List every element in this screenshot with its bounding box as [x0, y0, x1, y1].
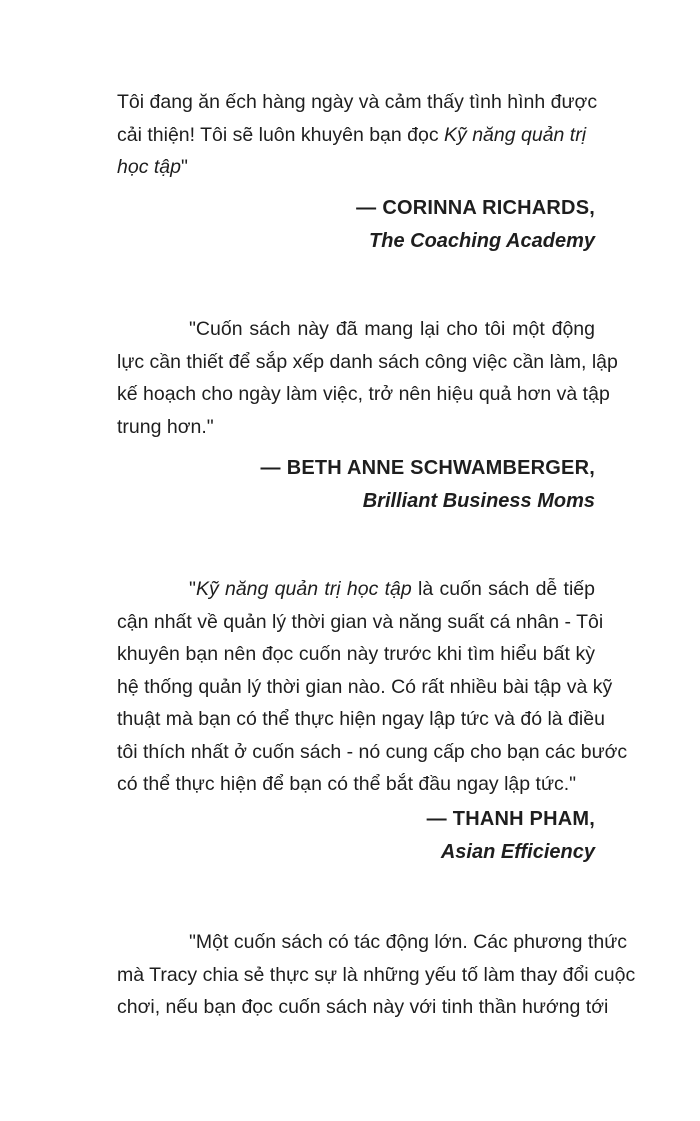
quote-1: [117, 86, 598, 184]
quote-line: mà Tracy chia sẻ thực sự là những yếu tố làm thay đổi cuộc: [117, 963, 636, 986]
quote-line: "Cuốn sách này đã mang lại cho tôi một động: [189, 318, 595, 340]
book-title: Kỹ năng quản trị học tập: [195, 578, 412, 600]
quote-1-text: [117, 86, 598, 184]
em-dash: —: [426, 808, 447, 830]
author-org: The Coaching Academy: [369, 230, 595, 252]
quote-line: lực cần thiết để sắp xếp danh sách công việc cần làm, lập: [117, 350, 618, 373]
quote-line: tôi thích nhất ở cuốn sách - nó cung cấp cho bạn các bước: [117, 740, 628, 763]
quote-line: "Kỹ năng quản trị học tập là cuốn sách dễ tiếp: [189, 578, 595, 600]
quote-2: [117, 313, 618, 443]
quote-line: học tập": [117, 156, 188, 178]
em-dash: —: [260, 457, 281, 479]
quote-line: kế hoạch cho ngày làm việc, trở nên hiệu quả hơn và tập: [117, 383, 610, 405]
author-name: BETH ANNE SCHWAMBERGER,: [286, 457, 595, 479]
author-org: Asian Efficiency: [440, 841, 595, 863]
author-name: CORINNA RICHARDS,: [382, 197, 595, 219]
quote-line: cận nhất về quản lý thời gian và năng suất cá nhân - Tôi: [117, 610, 604, 633]
quote-line: "Một cuốn sách có tác động lớn. Các phương thức: [189, 931, 627, 953]
quote-line: hệ thống quản lý thời gian nào. Có rất nhiều bài tập và kỹ: [117, 675, 613, 698]
quote-line: thuật mà bạn có thể thực hiện ngay lập tức và đó là điều: [117, 708, 605, 730]
quote-line: có thể thực hiện để bạn có thể bắt đầu ngay lập tức.": [117, 773, 577, 795]
em-dash: —: [356, 197, 377, 219]
quote-line: cải thiện! Tôi sẽ luôn khuyên bạn đọc Kỹ năng quản trị: [117, 123, 587, 146]
author-org: Brilliant Business Moms: [362, 490, 595, 512]
attribution-1: [356, 192, 595, 258]
quote-3-text: [117, 573, 628, 801]
attribution-2: [260, 452, 595, 518]
book-title: học tập: [117, 156, 181, 178]
book-title: Kỹ năng quản trị: [444, 123, 587, 146]
quote-line: trung hơn.": [117, 415, 214, 438]
quote-line: chơi, nếu bạn đọc cuốn sách này với tinh thần hướng tới: [117, 996, 609, 1018]
author-name: THANH PHAM,: [452, 808, 595, 830]
quote-line: khuyên bạn nên đọc cuốn này trước khi tìm hiểu bất kỳ: [117, 643, 595, 665]
quote-4: [117, 926, 636, 1024]
quote-4-text: [117, 926, 636, 1024]
quote-line: Tôi đang ăn ếch hàng ngày và cảm thấy tình hình được: [117, 91, 598, 113]
quote-3: [117, 573, 628, 801]
attribution-3: [427, 803, 595, 869]
quote-2-text: [117, 313, 618, 443]
